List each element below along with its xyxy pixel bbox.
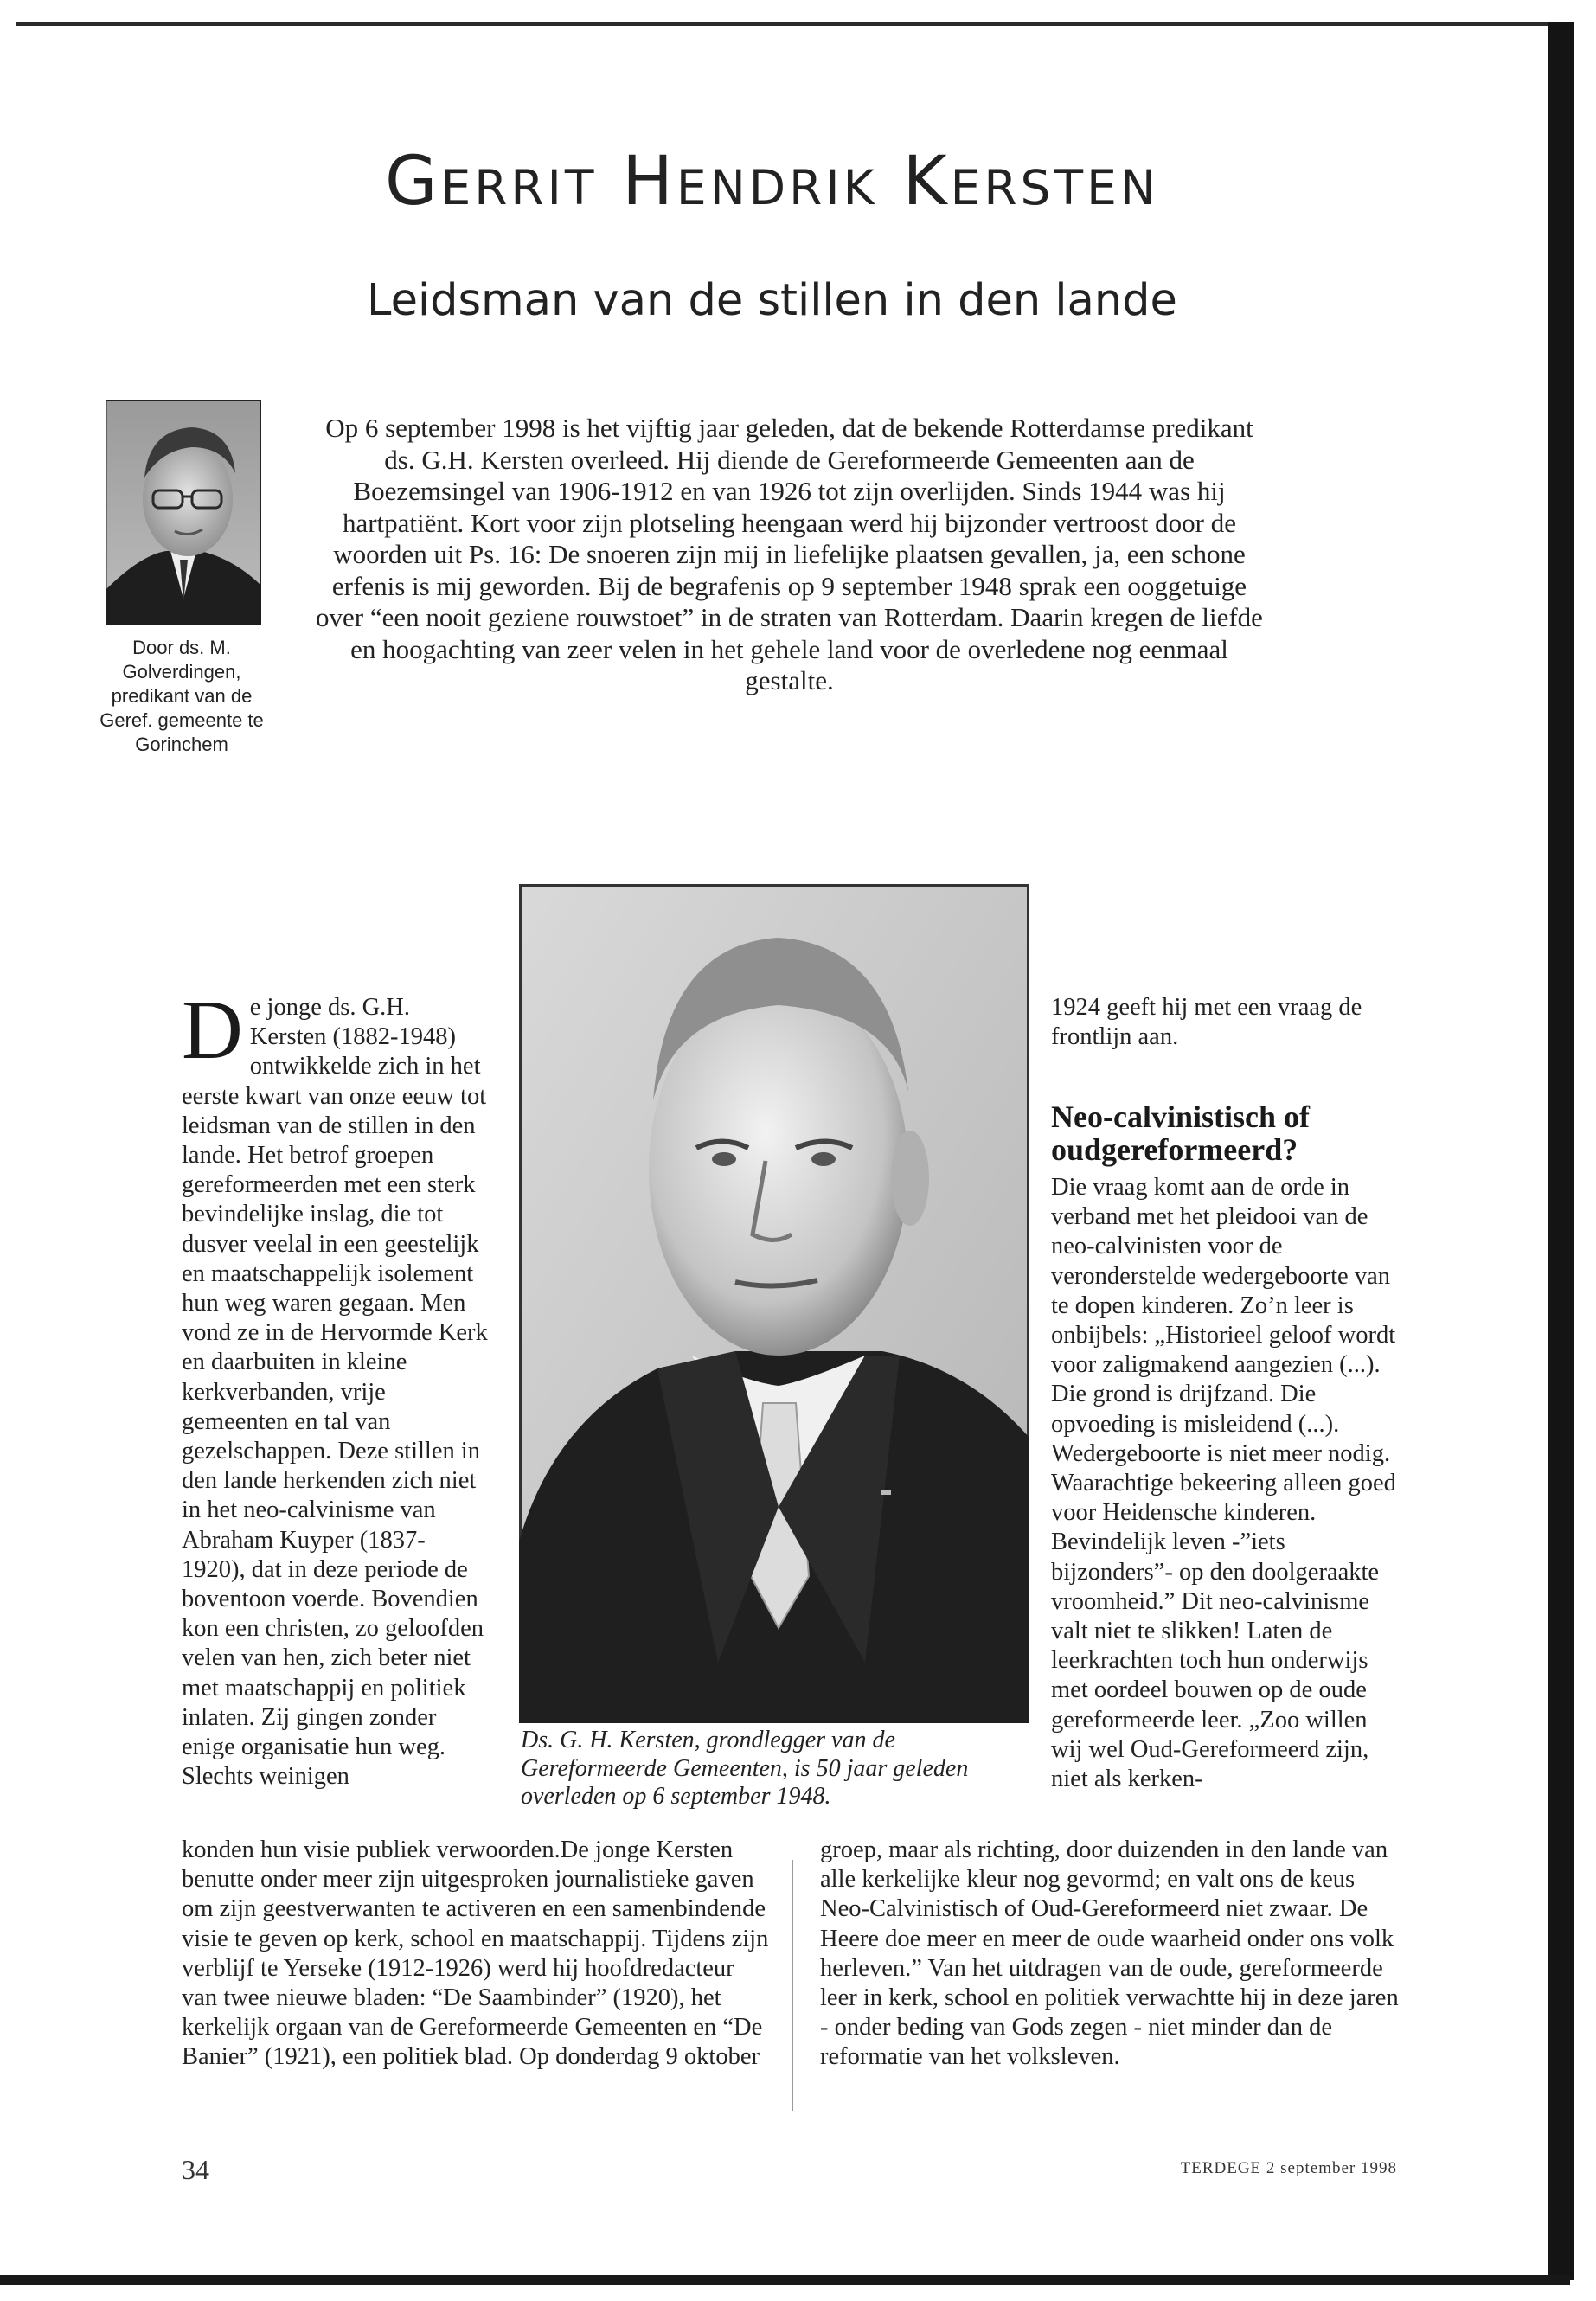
left-column-text: e jonge ds. G.H. Kersten (1882-1948) ontwikkelde zich in het eerste kwart van onze eeuw tot leidsman van de stillen in den lande. Het betrof groepen gereformeerden met een sterk bevindelijke inslag, die tot dusver veelal in een geestelijk en maatschappelijk isolement hun weg waren gegaan. Men vond ze in de Hervormde Kerk en daarbuiten in kleine kerkverbanden, vrije gemeenten en tal van gezelschappen. Deze stillen in den lande herkenden zich niet in het neo-calvinisme van Abraham Kuyper (1837-1920), dat in deze periode de boventoon voerde. Bovendien kon een christen, zo geloofden velen van hen, zich beter niet met maatschappij en politiek inlaten. Zij gingen zonder enige organisatie hun weg. Slechts weinigen — [182, 994, 488, 1791]
kersten-portrait — [519, 884, 1029, 1723]
page-border-right — [1548, 22, 1574, 2280]
article-right-top: 1924 geeft hij met een vraag de frontlijn aan. — [1051, 994, 1362, 1051]
page-number: 34 — [182, 2154, 209, 2185]
intro-paragraph: Op 6 september 1998 is het vijftig jaar geleden, dat de bekende Rotterdamse predikant ds. G.H. Kersten overleed. Hij diende de Gereformeerde Gemeenten aan de Boezemsingel van 1906-1912 en van 1926 tot zijn overlijden. Sinds 1944 was hij hartpatiënt. Kort voor zijn plotseling heengaan werd hij bijzonder vertroost door de woorden uit Ps. 16: De snoeren zijn mij in liefelijke plaatsen gevallen, ja, een schone erfenis is mij geworden. Bij de begrafenis op 9 september 1948 sprak een ooggetuige over “een nooit geziene rouwstoet” in de straten van Rotterdam. Daarin kregen de liefde en hoogachting van zeer velen in het gehele land voor de overledene nog eenmaal gestalte. — [316, 413, 1263, 695]
article-title: Gerrit Hendrik Kersten — [385, 143, 1159, 221]
article-subtitle: Leidsman van de stillen in den lande — [367, 275, 1177, 326]
author-caption: Door ds. M. Golverdingen, predikant van de Geref. gemeente te Gorinchem — [99, 637, 264, 755]
article-right-bottom: groep, maar als richting, door duizenden in den lande van alle kerkelijke kleur nog gevormd; en valt ons de keus Neo-Calvinistisch of Oud-Gereformeerd niet zwaar. De Heere doe meer en meer de oude waarheid onder ons volk herleven.” Van het uitdragen van de oude, gereformeerde leer in kerk, school en politiek verwachtte hij in deze jaren - onder beding van Gods zegen - niet minder dan de reformatie van het volksleven. — [820, 1836, 1399, 2071]
article-left-column — [182, 984, 489, 1791]
page-border-bottom — [0, 2275, 1570, 2285]
photo-caption: Ds. G. H. Kersten, grondlegger van de Gereformeerde Gemeenten, is 50 jaar geleden overleden op 6 september 1948. — [521, 1727, 969, 1810]
column-divider — [792, 1860, 793, 2111]
page-border-top — [16, 22, 1551, 26]
article-right-column: Die vraag komt aan de orde in verband met het pleidooi van de neo-calvinisten voor de veronderstelde wedergeboorte van te dopen kinderen. Zo’n leer is onbijbels: „Historieel geloof wordt voor zaligmakend aangezien (...). Die grond is drijfzand. Die opvoeding is misleidend (...). Wedergeboorte is niet meer nodig. Waarachtige bekeering alleen goed voor Heidensche kinderen. Bevindelijk leven -”iets bijzonders”- op den doolgeraakte vroomheid.” Dit neo-calvinisme valt niet te slikken! Laten de leerkrachten toch hun onderwijs met oordeel bouwen op de oude gereformeerde leer. „Zoo willen wij wel Oud-Gereformeerd zijn, niet als kerken- — [1051, 1174, 1396, 1793]
drop-cap: D — [182, 984, 243, 1077]
author-portrait — [106, 400, 261, 625]
article-left-bottom: konden hun visie publiek verwoorden.De jonge Kersten benutte onder meer zijn uitgesproken journalistieke gaven om zijn geestverwanten te activeren en een samenbindende visie te geven op kerk, school en maatschappij. Tijdens zijn verblijf te Yerseke (1912-1926) werd hij hoofdredacteur van twee nieuwe bladen: “De Saambinder” (1920), het kerkelijk orgaan van de Gereformeerde Gemeenten en “De Banier” (1921), een politiek blad. Op donderdag 9 oktober — [182, 1836, 769, 2071]
section-heading: Neo-calvinistisch of oudgereformeerd? — [1051, 1099, 1310, 1167]
publication-footer: TERDEGE 2 september 1998 — [1180, 2159, 1397, 2177]
